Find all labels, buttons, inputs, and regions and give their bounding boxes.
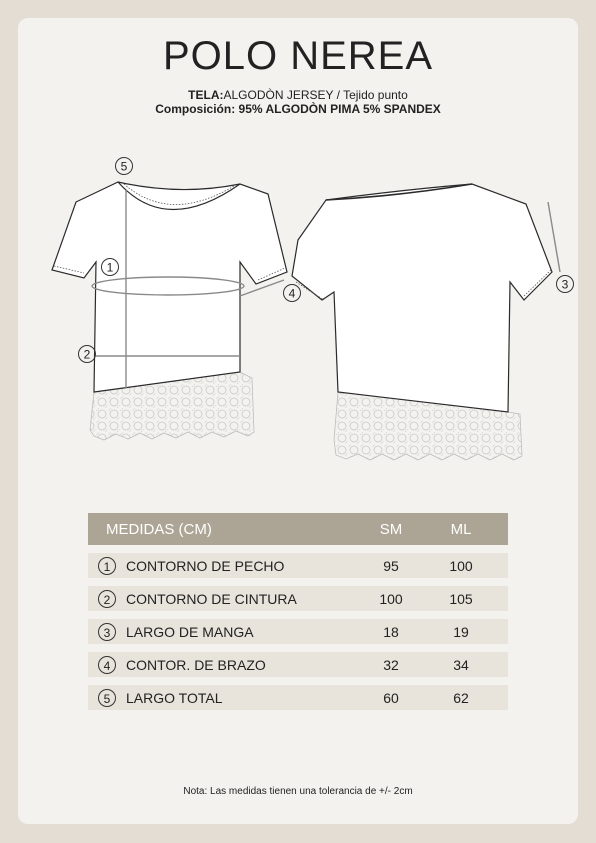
row-ml: 105 [449,590,473,607]
row-number: 2 [98,590,116,608]
tolerance-note: Nota: Las medidas tienen una tolerancia de +/- 2cm [183,786,413,797]
back-view [292,184,560,460]
row-number: 3 [98,623,116,641]
svg-text:5: 5 [120,159,128,174]
table-row [88,652,508,677]
svg-text:3: 3 [561,277,569,292]
header-sm: SM [379,520,403,538]
svg-text:4: 4 [288,286,296,301]
row-label: CONTORNO DE CINTURA [126,590,297,607]
row-sm: 60 [383,689,399,706]
fabric-label: TELA: [188,88,224,102]
svg-text:1: 1 [106,260,114,275]
measurements-table [88,513,508,710]
page-title: POLO NEREA [162,34,434,78]
header-ml: ML [450,520,472,538]
row-label: LARGO TOTAL [126,689,223,706]
callout-2 [79,346,96,363]
row-ml: 34 [453,656,469,673]
composition-line: Composición: 95% ALGODÒN PIMA 5% SPANDEX [155,102,441,116]
row-sm: 95 [383,557,399,574]
row-number: 5 [98,689,116,707]
table-row [88,553,508,578]
row-sm: 18 [383,623,399,640]
row-label: CONTORNO DE PECHO [126,557,285,574]
front-view [52,182,287,440]
sleeve-length-line [548,202,560,272]
row-ml: 100 [449,557,473,574]
row-ml: 19 [453,623,469,640]
row-sm: 100 [379,590,403,607]
callout-3 [557,276,574,293]
fabric-value: ALGODÒN JERSEY / Tejido punto [223,88,408,102]
svg-text:2: 2 [83,347,91,362]
row-number: 4 [98,656,116,674]
table-row [88,619,508,644]
table-header [88,513,508,545]
row-number: 1 [98,557,116,575]
row-label: CONTOR. DE BRAZO [126,656,266,673]
table-row [88,685,508,710]
row-sm: 32 [383,656,399,673]
row-label: LARGO DE MANGA [126,623,254,640]
callout-4 [284,285,301,302]
header-measures: MEDIDAS (CM) [106,520,212,538]
callout-5 [116,158,133,175]
row-ml: 62 [453,689,469,706]
back-body-outline [292,184,552,412]
armhole-line [240,280,284,296]
table-row [88,586,508,611]
